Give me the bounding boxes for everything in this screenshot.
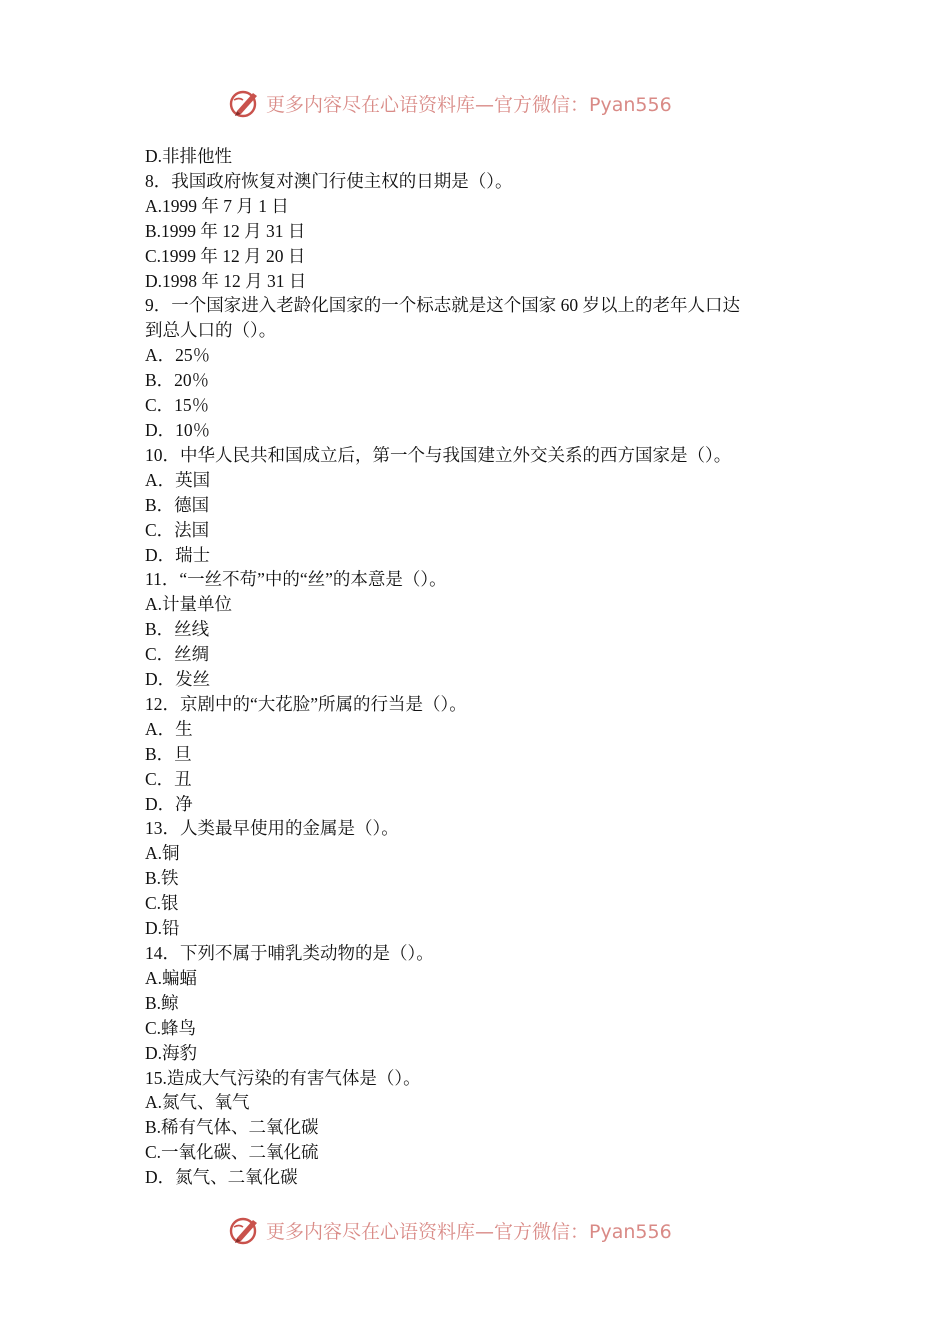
text-line: 11．“一丝不苟”中的“丝”的本意是（）。 [145,569,447,590]
text-line: C．法国 [145,519,210,540]
text-line: B．20％ [145,370,210,391]
text-line: B．德国 [145,494,210,515]
text-line: 15.造成大气污染的有害气体是（）。 [145,1067,421,1088]
text-line: 13．人类最早使用的金属是（）。 [145,818,399,839]
text-line: C.1999 年 12 月 20 日 [145,245,306,266]
text-line: 9．一个国家进入老龄化国家的一个标志就是这个国家 60 岁以上的老年人口达 [145,295,740,316]
text-line: A.1999 年 7 月 1 日 [145,195,289,216]
text-line: B.1999 年 12 月 31 日 [145,220,306,241]
text-line: 8．我国政府恢复对澳门行使主权的日期是（）。 [145,170,513,191]
text-line: D．10％ [145,419,211,440]
text-line: A.铜 [145,843,180,864]
text-line: D．瑞士 [145,544,211,565]
text-line: B．丝线 [145,619,210,640]
text-line: A．25％ [145,345,211,366]
text-line: D．净 [145,793,193,814]
header-watermark [228,86,672,120]
text-line: 到总人口的（）。 [145,320,277,341]
text-line: B.鲸 [145,992,179,1013]
text-line: D.海豹 [145,1042,198,1063]
text-line: D.1998 年 12 月 31 日 [145,270,307,291]
text-line: D.铅 [145,918,180,939]
pen-logo-icon [228,1213,262,1247]
text-line: C.一氧化碳、二氧化硫 [145,1142,319,1163]
text-line: C．15％ [145,395,210,416]
pen-logo-icon [228,86,262,120]
text-line: D．发丝 [145,669,211,690]
text-line: B.稀有气体、二氧化碳 [145,1117,319,1138]
text-line: A.蝙蝠 [145,967,198,988]
text-line: B．旦 [145,743,192,764]
text-line: C．丝绸 [145,644,210,665]
text-line: C.蜂鸟 [145,1017,197,1038]
footer-watermark [228,1213,672,1247]
text-line: D．氮气、二氧化碳 [145,1167,298,1188]
text-line: C.银 [145,893,179,914]
text-line: B.铁 [145,868,179,889]
text-line: 14．下列不属于哺乳类动物的是（）。 [145,943,434,963]
text-line: 12．京剧中的“大花脸”所属的行当是（）。 [145,693,467,714]
header-watermark-text: 更多内容尽在心语资料库—官方微信：Pyan556 [266,93,672,116]
text-line: A．英国 [145,469,211,490]
text-line: A．生 [145,718,193,739]
text-line: A.氮气、氧气 [145,1092,250,1113]
text-line: D.非排他性 [145,146,233,166]
text-line: 10．中华人民共和国成立后，第一个与我国建立外交关系的西方国家是（）。 [145,444,732,465]
text-line: A.计量单位 [145,594,233,615]
footer-watermark-text: 更多内容尽在心语资料库—官方微信：Pyan556 [266,1220,672,1243]
question-list [145,144,815,1190]
text-line: C．丑 [145,768,192,789]
